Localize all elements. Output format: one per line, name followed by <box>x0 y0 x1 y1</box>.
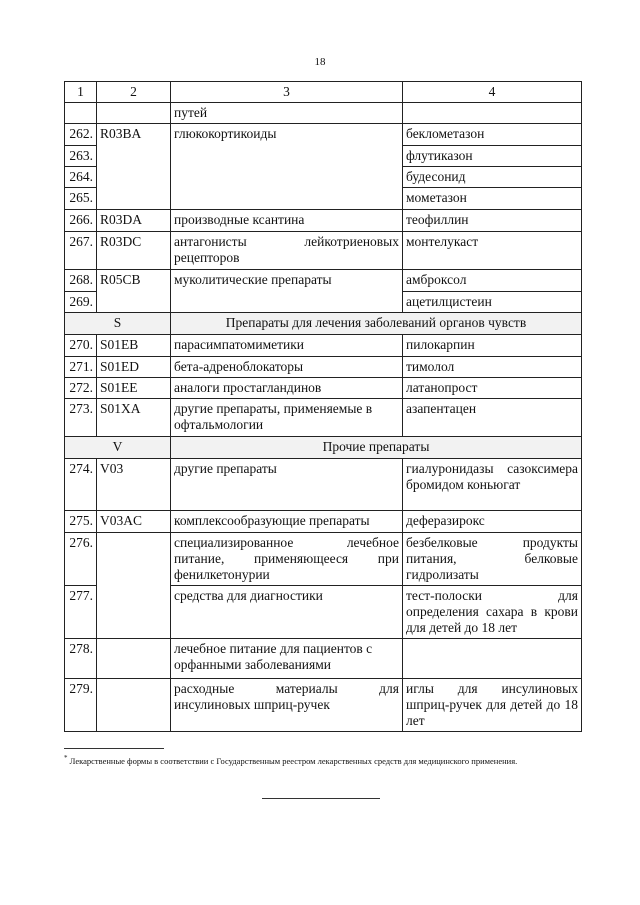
drug-name: иглы для инсулиновых шприц-ручек для детей до 18 лет <box>403 679 582 732</box>
table-row <box>65 232 582 270</box>
drug-name: пилокарпин <box>403 335 582 357</box>
drug-name: беклометазон <box>403 124 582 146</box>
atc-code <box>97 679 171 732</box>
header-col-3: 3 <box>171 82 403 103</box>
atc-code: R03BA <box>97 124 171 210</box>
table-row <box>65 533 582 586</box>
pharmacological-group: бета-адреноблокаторы <box>171 357 403 378</box>
atc-code: S01XA <box>97 399 171 437</box>
section-row <box>65 437 582 459</box>
section-code: V <box>65 437 171 459</box>
pharmacological-group: муколитические препараты <box>171 270 403 313</box>
pharmacological-group: средства для диагностики <box>171 586 403 639</box>
row-number: 278. <box>65 639 97 679</box>
atc-code: R03DC <box>97 232 171 270</box>
drug-name: мометазон <box>403 188 582 210</box>
row-number: 265. <box>65 188 97 210</box>
footnote-rule <box>64 748 164 749</box>
row-number: 262. <box>65 124 97 146</box>
drug-name <box>403 639 582 679</box>
table-header-row <box>65 82 582 103</box>
header-col-4: 4 <box>403 82 582 103</box>
row-number: 263. <box>65 146 97 167</box>
table-row <box>65 270 582 292</box>
pharmacological-group: антагонисты лейкотриеновых рецепторов <box>171 232 403 270</box>
table-row <box>65 335 582 357</box>
table-row <box>65 357 582 378</box>
pharmacological-group: производные ксантина <box>171 210 403 232</box>
drug-name: амброксол <box>403 270 582 292</box>
section-row <box>65 313 582 335</box>
section-code: S <box>65 313 171 335</box>
header-col-2: 2 <box>97 82 171 103</box>
drug-name: деферазирокс <box>403 511 582 533</box>
row-number: 268. <box>65 270 97 292</box>
pharmacological-group: лечебное питание для пациентов с орфанными заболеваниями <box>171 639 403 679</box>
drug-name: латанопрост <box>403 378 582 399</box>
drug-name: будесонид <box>403 167 582 188</box>
drug-name: флутиказон <box>403 146 582 167</box>
atc-code: R05CB <box>97 270 171 313</box>
table-row <box>65 378 582 399</box>
pharmacological-group: аналоги простагландинов <box>171 378 403 399</box>
page-number: 18 <box>314 56 326 68</box>
row-number: 279. <box>65 679 97 732</box>
pharmacological-group: комплексообразующие препараты <box>171 511 403 533</box>
table-body <box>65 82 582 732</box>
footnote-text: Лекарственные формы в соответствии с Государственным реестром лекарственных средств для медицинского применения. <box>69 755 518 766</box>
table-row <box>65 511 582 533</box>
drug-name: безбелковые продукты питания, белковые гидролизаты <box>403 533 582 586</box>
drug-name: ацетилцистеин <box>403 292 582 313</box>
table-row <box>65 103 582 124</box>
drug-name: теофиллин <box>403 210 582 232</box>
atc-code: R03DA <box>97 210 171 232</box>
drug-list-table <box>64 81 582 732</box>
table-row <box>65 459 582 511</box>
row-number: 272. <box>65 378 97 399</box>
atc-code <box>97 533 171 639</box>
header-col-1: 1 <box>65 82 97 103</box>
atc-code: S01ED <box>97 357 171 378</box>
atc-code: V03AC <box>97 511 171 533</box>
section-title: Препараты для лечения заболеваний органов чувств <box>171 313 582 335</box>
pharmacological-group: парасимпатомиметики <box>171 335 403 357</box>
footnote-mark: * <box>64 754 68 762</box>
section-title: Прочие препараты <box>171 437 582 459</box>
drug-name: азапентацен <box>403 399 582 437</box>
row-number: 277. <box>65 586 97 639</box>
atc-code: S01EE <box>97 378 171 399</box>
table-row <box>65 399 582 437</box>
table-row <box>65 210 582 232</box>
drug-name: тест-полоски для определения сахара в крови для детей до 18 лет <box>403 586 582 639</box>
row-number: 276. <box>65 533 97 586</box>
pharmacological-group: расходные материалы для инсулиновых шприц-ручек <box>171 679 403 732</box>
row-number <box>65 103 97 124</box>
pharmacological-group: путей <box>171 103 403 124</box>
row-number: 267. <box>65 232 97 270</box>
drug-name: монтелукаст <box>403 232 582 270</box>
table-row <box>65 639 582 679</box>
pharmacological-group: другие препараты, применяемые в офтальмологии <box>171 399 403 437</box>
pharmacological-group: специализированное лечебное питание, применяющееся при фенилкетонурии <box>171 533 403 586</box>
atc-code <box>97 639 171 679</box>
footnote <box>64 752 581 767</box>
drug-name: гиалуронидазы сазоксимера бромидом коньюгат <box>403 459 582 511</box>
atc-code <box>97 103 171 124</box>
row-number: 270. <box>65 335 97 357</box>
end-rule <box>262 798 380 799</box>
row-number: 269. <box>65 292 97 313</box>
table-row <box>65 124 582 146</box>
pharmacological-group: глюкокортикоиды <box>171 124 403 210</box>
row-number: 275. <box>65 511 97 533</box>
atc-code: V03 <box>97 459 171 511</box>
row-number: 274. <box>65 459 97 511</box>
atc-code: S01EB <box>97 335 171 357</box>
table-row <box>65 679 582 732</box>
pharmacological-group: другие препараты <box>171 459 403 511</box>
row-number: 271. <box>65 357 97 378</box>
row-number: 264. <box>65 167 97 188</box>
drug-name <box>403 103 582 124</box>
row-number: 266. <box>65 210 97 232</box>
drug-name: тимолол <box>403 357 582 378</box>
row-number: 273. <box>65 399 97 437</box>
